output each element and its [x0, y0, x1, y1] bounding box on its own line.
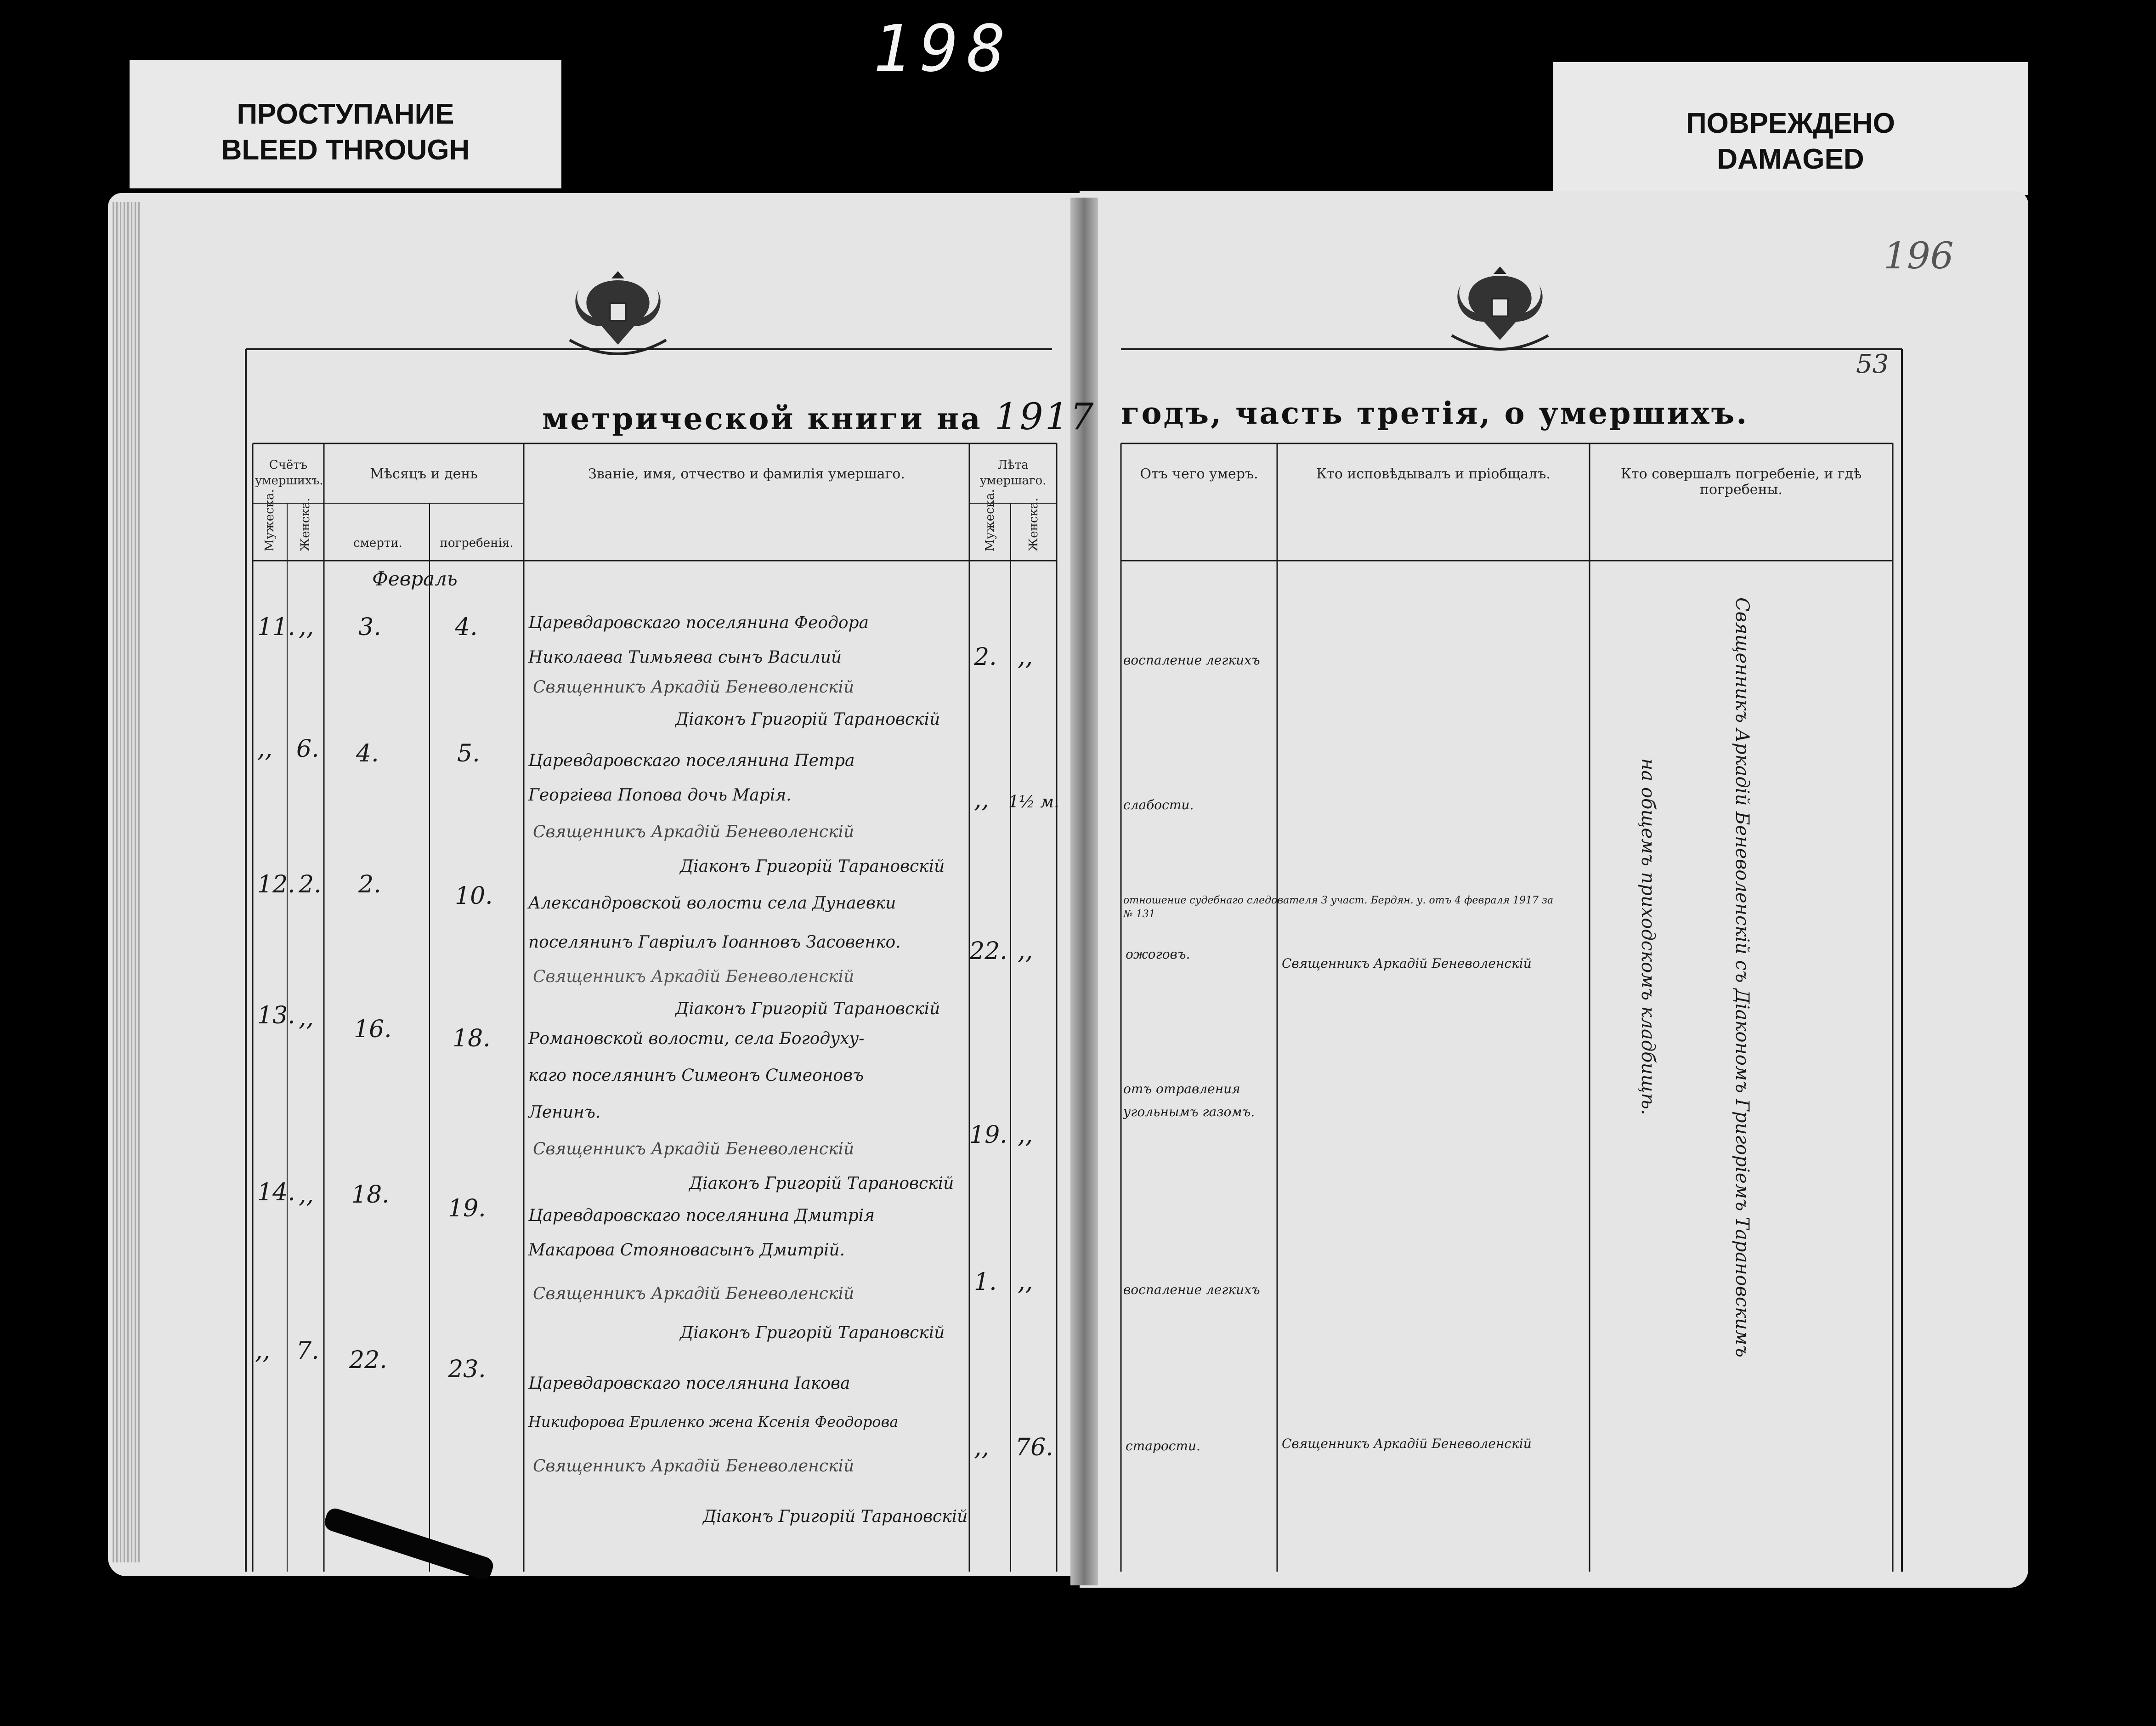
- entry-cause: воспаление легкихъ: [1123, 1282, 1260, 1297]
- entry-priest: Священникъ Аркадій Беневоленскій: [533, 1140, 854, 1158]
- entry-name-line: Никифорова Ериленко жена Ксенія Феодорова: [528, 1413, 899, 1431]
- frame-number: 198: [873, 11, 1014, 86]
- entry-deacon: Діаконъ Григорій Тарановскій: [675, 999, 940, 1018]
- entry-count-female: 2.: [299, 871, 322, 898]
- entry-cause: старости.: [1126, 1438, 1200, 1453]
- entry-deacon: Діаконъ Григорій Тарановскій: [703, 1507, 968, 1526]
- entry-priest: Священникъ Аркадій Беневоленскій: [533, 823, 854, 841]
- entry-count-male: ,,: [255, 1337, 271, 1365]
- entry-count-female: ,,: [299, 1181, 314, 1209]
- entry-name-line: Царевдаровскаго поселянина Іакова: [528, 1374, 850, 1393]
- entry-count-female: ,,: [299, 613, 314, 641]
- entry-burial-day: 5.: [457, 740, 480, 767]
- header-burial: погребенія.: [440, 536, 514, 550]
- entry-name-line: Романовской волости, села Богодуху-: [528, 1029, 865, 1048]
- entry-burial-day: 4.: [455, 613, 478, 641]
- header-burial-by: Кто совершалъ погребеніе, и гдѣ погребены.: [1620, 466, 1862, 498]
- burial-note-cemetery: на общемъ приходскомъ кладбищѣ.: [1637, 758, 1658, 1115]
- entry-name-line: Царевдаровскаго поселянина Дмитрія: [528, 1206, 875, 1225]
- entry-burial-day: 19.: [448, 1195, 486, 1222]
- header-count-male: Мужеска.: [263, 489, 277, 551]
- entry-name-line: каго поселянинъ Симеонъ Симеоновъ: [528, 1066, 864, 1085]
- sheet-number: 53: [1856, 349, 1889, 379]
- entry-age-male: ,,: [974, 786, 990, 813]
- entry-cause: ожоговъ.: [1126, 947, 1190, 962]
- entry-count-male: 13.: [257, 1002, 295, 1029]
- header-confessor: Кто исповѣдывалъ и пріобщалъ.: [1316, 466, 1551, 482]
- bleed-through-label-en: BLEED THROUGH: [221, 134, 470, 166]
- entry-cause: отъ отравления угольнымъ газомъ.: [1123, 1081, 1255, 1119]
- entry-name-line: Александровской волости села Дунаевки: [528, 894, 896, 913]
- entry-death-day: 2.: [358, 871, 381, 898]
- header-cause: Отъ чего умеръ.: [1140, 466, 1258, 482]
- entry-age-male: 19.: [969, 1121, 1007, 1149]
- entry-age-female: ,,: [1018, 1268, 1033, 1296]
- header-age-male: Мужеска.: [983, 489, 997, 551]
- entry-deacon: Діаконъ Григорій Тарановскій: [689, 1174, 954, 1193]
- entry-death-day: 22.: [349, 1346, 387, 1374]
- entry-age-female: 76.: [1015, 1434, 1053, 1461]
- header-death: смерти.: [353, 536, 402, 550]
- entry-confessor: Священникъ Аркадій Беневоленскій: [1282, 956, 1532, 971]
- entry-priest: Священникъ Аркадій Беневоленскій: [533, 1284, 854, 1303]
- entry-cause-note: отношение судебнаго следователя 3 участ. Бердян. у. отъ 4 февраля 1917 за № 131: [1123, 895, 1554, 920]
- bleed-through-label-ru: ПРОСТУПАНИЕ: [237, 98, 454, 130]
- entry-name-line: Макарова Стояновасынъ Дмитрій.: [528, 1241, 845, 1260]
- entry-burial-day: 18.: [453, 1025, 491, 1052]
- header-name: Званіе, имя, отчество и фамилія умершаго.: [588, 466, 905, 482]
- entry-name-line: Николаева Тимьяева сынъ Василий: [528, 648, 842, 667]
- entry-count-male: 12.: [257, 871, 295, 898]
- entry-deacon: Діаконъ Григорій Тарановскій: [675, 710, 940, 729]
- entry-age-male: 22.: [969, 937, 1007, 965]
- entry-name-line: Георгіева Попова дочь Марія.: [528, 786, 792, 805]
- register-title-text: метрической книги на: [542, 401, 982, 437]
- entry-count-female: 6.: [296, 735, 319, 763]
- entry-name-line: Ленинъ.: [528, 1103, 601, 1122]
- damaged-label-ru: ПОВРЕЖДЕНО: [1686, 108, 1895, 139]
- entry-age-female: ,,: [1018, 937, 1033, 965]
- header-age-female: Женска.: [1027, 498, 1041, 551]
- entry-age-male: 2.: [974, 643, 997, 671]
- entry-death-day: 18.: [351, 1181, 390, 1209]
- entry-age-female: ,,: [1018, 643, 1033, 671]
- entry-count-male: 11.: [257, 613, 295, 641]
- entry-deacon: Діаконъ Григорій Тарановскій: [680, 857, 945, 876]
- page-number: 196: [1884, 234, 1954, 277]
- entry-death-day: 16.: [354, 1016, 392, 1043]
- header-age: Лѣта умершаго.: [979, 458, 1047, 488]
- entry-age-female: 1½ м.: [1008, 793, 1059, 812]
- entry-priest: Священникъ Аркадій Беневоленскій: [533, 678, 854, 697]
- entry-count-male: ,,: [257, 735, 273, 763]
- entry-age-male: 1.: [974, 1268, 997, 1296]
- entry-death-day: 3.: [358, 613, 381, 641]
- header-month-day: Мѣсяцъ и день: [370, 466, 478, 482]
- entry-age-male: ,,: [974, 1434, 990, 1461]
- entry-deacon: Діаконъ Григорій Тарановскій: [680, 1323, 945, 1342]
- entry-name-line: Царевдаровскаго поселянина Петра: [528, 751, 855, 770]
- entry-burial-day: 23.: [448, 1356, 486, 1383]
- entry-burial-day: 10.: [455, 882, 493, 910]
- entry-age-female: ,,: [1018, 1121, 1033, 1149]
- entry-count-female: 7.: [296, 1337, 319, 1365]
- damaged-label-en: DAMAGED: [1717, 143, 1864, 175]
- entry-priest: Священникъ Аркадій Беневоленскій: [533, 1457, 854, 1476]
- register-title-right: годъ, часть третія, о умершихъ.: [1121, 395, 1749, 431]
- entry-count-female: ,,: [299, 1004, 314, 1032]
- entry-cause: воспаление легкихъ: [1123, 653, 1260, 668]
- header-count: Счётъ умершихъ.: [255, 458, 323, 488]
- entry-count-male: 14.: [257, 1179, 295, 1206]
- register-year: 1917: [994, 395, 1096, 438]
- burial-note-clergy: Священникъ Аркадій Беневоленскій съ Діакономъ Григоріемъ Тарановскимъ: [1732, 597, 1753, 1357]
- entry-cause: слабости.: [1123, 797, 1194, 812]
- entry-priest: Священникъ Аркадій Беневоленскій: [533, 967, 854, 986]
- entry-name-line: Царевдаровскаго поселянина Феодора: [528, 613, 869, 632]
- entry-death-day: 4.: [356, 740, 379, 767]
- entry-confessor: Священникъ Аркадій Беневоленскій: [1282, 1436, 1532, 1451]
- entry-name-line: поселянинъ Гавріилъ Іоанновъ Засовенко.: [528, 933, 901, 952]
- month-label: Февраль: [372, 568, 458, 590]
- header-count-female: Женска.: [299, 498, 312, 551]
